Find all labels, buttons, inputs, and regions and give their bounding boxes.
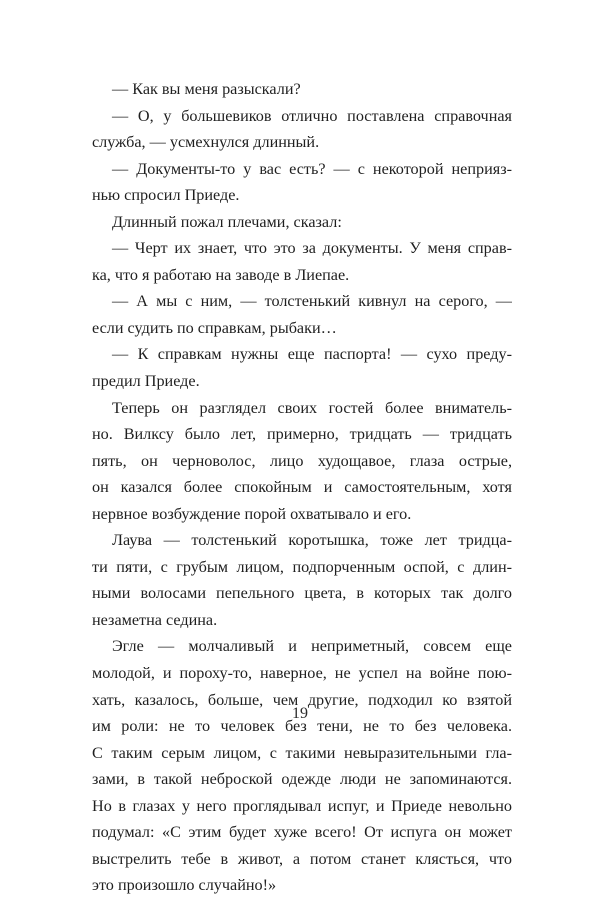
body-text (92, 76, 512, 899)
text-line: нервное возбуждение порой охватывало и его. (92, 504, 412, 523)
text-line: зами, в такой неброской одежде люди не запоминаются. (92, 770, 512, 789)
text-line: Эгле — молчаливый и неприметный, совсем еще (112, 637, 512, 656)
text-line: пять, он черноволос, лицо худощавое, глаза острые, (92, 451, 512, 470)
text-line: — К справкам нужны еще паспорта! — сухо преду- (112, 345, 512, 364)
text-line: нью спросил Приеде. (92, 186, 240, 205)
text-line: ти пяти, с грубым лицом, подпорченным оспой, с длин- (92, 557, 512, 576)
text-line: это произошло случайно!» (92, 876, 277, 895)
text-line: — Документы-то у вас есть? — с некоторой неприяз- (112, 159, 512, 178)
text-line: ка, что я работаю на заводе в Лиепае. (92, 265, 350, 284)
text-line: — О, у большевиков отлично поставлена справочная (112, 106, 512, 125)
text-line: служба, — усмехнулся длинный. (92, 133, 320, 152)
text-line: выстрелить тебе в живот, а потом станет клясться, что (92, 849, 512, 868)
text-line: подумал: «С этим будет хуже всего! От испуга он может (92, 823, 512, 842)
text-line: им роли: не то человек без тени, не то без человека. (92, 717, 512, 736)
text-line: — Черт их знает, что это за документы. У меня справ- (112, 239, 512, 258)
text-line: хать, казалось, больше, чем другие, подходил ко взятой (92, 690, 512, 709)
text-line: если судить по справкам, рыбаки… (92, 318, 337, 337)
text-line: — Как вы меня разыскали? (112, 80, 301, 98)
text-line: предил Приеде. (92, 372, 200, 391)
page-number: 19 (292, 705, 308, 722)
text-line: ными волосами пепельного цвета, в которых так долго (92, 584, 512, 603)
text-line: Теперь он разглядел своих гостей более вниматель- (112, 398, 512, 417)
text-line: — А мы с ним, — толстенький кивнул на серого, — (112, 292, 512, 311)
text-line: незаметна седина. (92, 610, 218, 629)
text-line: он казался более спокойным и самостоятельным, хотя (92, 478, 512, 497)
text-line: Длинный пожал плечами, сказал: (112, 212, 342, 231)
text-line: молодой, и пороху-то, наверное, не успел на войне пою- (92, 664, 512, 683)
text-line: С таким серым лицом, с такими невыразительными гла- (92, 743, 512, 762)
text-line: Но в глазах у него проглядывал испуг, и Приеде невольно (92, 796, 512, 815)
text-line: но. Вилксу было лет, примерно, тридцать — тридцать (92, 425, 512, 444)
text-line: Лаува — толстенький коротышка, тоже лет тридца- (112, 531, 512, 550)
